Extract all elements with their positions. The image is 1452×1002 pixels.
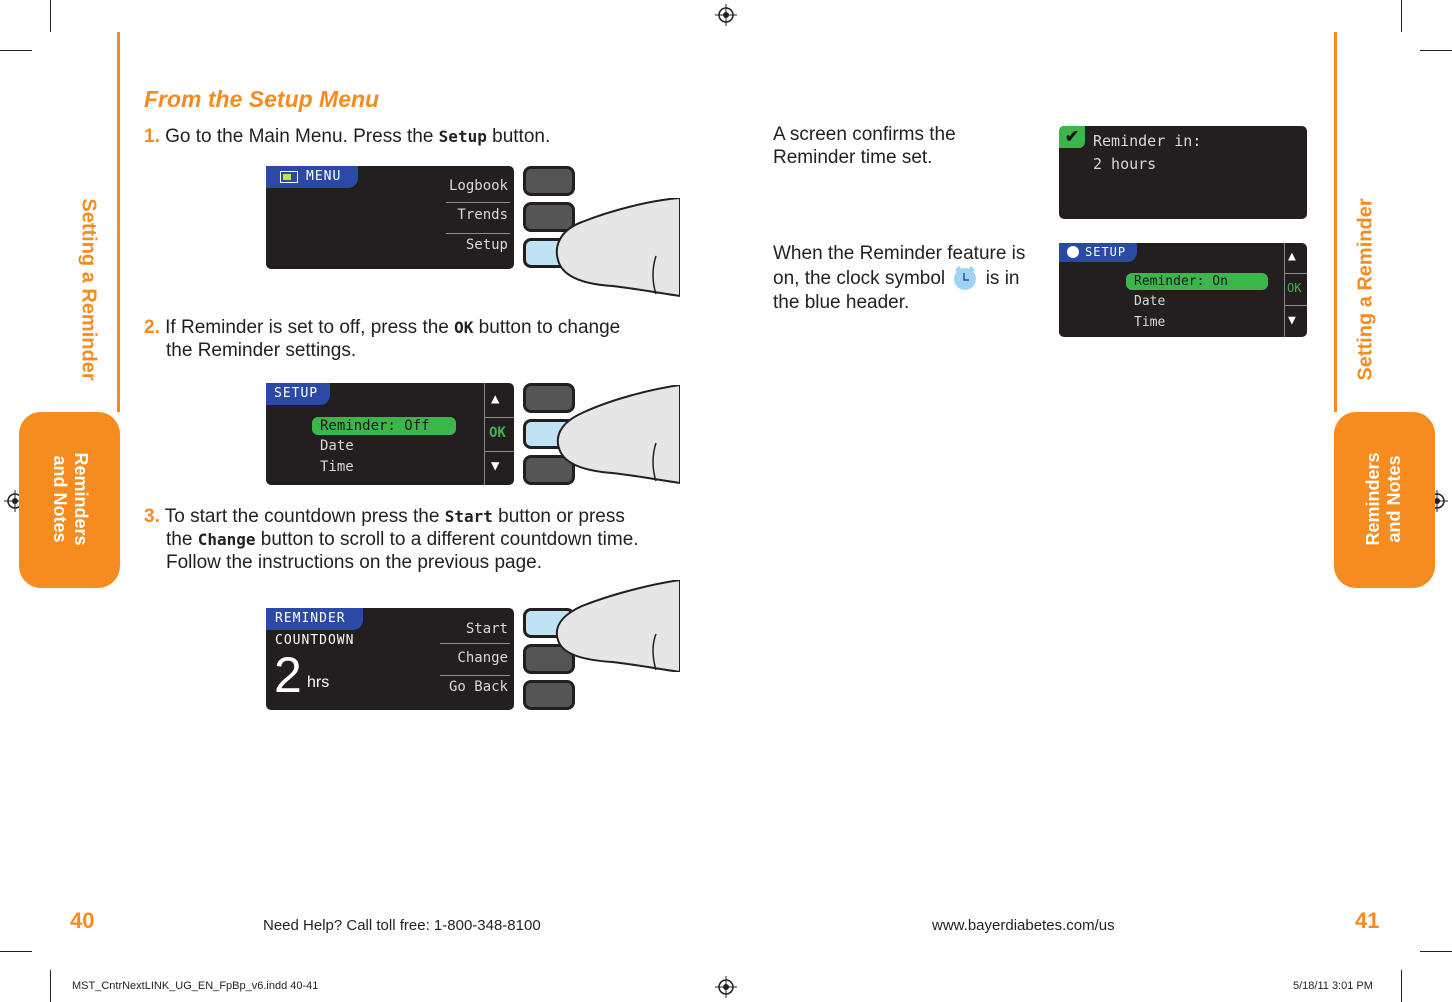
screen-header-label: REMINDER (275, 611, 346, 626)
page-number-left: 40 (70, 908, 95, 933)
side-section-label: Setting a Reminder (1354, 198, 1377, 381)
step-number: 2. (144, 317, 160, 338)
arrow-down-icon: ▼ (491, 458, 500, 474)
body-text: on, the clock symbol (773, 268, 946, 289)
battery-icon (280, 171, 298, 183)
step-text: button to change (473, 317, 621, 338)
side-section-label: Setting a Reminder (77, 198, 100, 381)
divider (1284, 273, 1307, 274)
arrow-up-icon: ▲ (1288, 249, 1296, 264)
ok-label: OK (1287, 281, 1302, 295)
divider (446, 233, 510, 234)
step-3 (144, 505, 639, 574)
side-accent-line (1334, 32, 1337, 412)
menu-item-time: Time (320, 459, 354, 475)
confirm-line-2: 2 hours (1093, 155, 1157, 173)
crop-mark (1401, 0, 1402, 32)
body-text: the blue header. (773, 292, 910, 313)
chapter-tab-label: Reminders and Notes (50, 452, 91, 546)
step-1 (144, 125, 550, 148)
ok-label: OK (489, 425, 506, 441)
screen-header-label: MENU (306, 169, 342, 184)
crop-mark (0, 951, 32, 952)
step-text: button to scroll to a different countdown time. (255, 529, 639, 550)
divider (1284, 243, 1285, 337)
menu-item-time: Time (1134, 315, 1166, 330)
chapter-tab-label: Reminders and Notes (1363, 452, 1404, 546)
body-text: When the Reminder feature is (773, 243, 1026, 264)
screen-header (266, 608, 363, 630)
countdown-label: COUNTDOWN (275, 633, 355, 648)
step-text: To start the countdown press the (164, 506, 445, 527)
confirm-line-1: Reminder in: (1093, 132, 1202, 150)
screen-header-label: SETUP (274, 386, 319, 401)
step-2 (144, 316, 620, 362)
meter-screen-confirm (1059, 126, 1307, 219)
screen-header (266, 383, 330, 405)
body-text: is in (985, 268, 1020, 289)
help-line: Need Help? Call toll free: 1-800-348-8100 (263, 917, 541, 934)
countdown-unit: hrs (307, 674, 330, 691)
checkmark-icon: ✔ (1059, 126, 1085, 148)
crop-mark (0, 50, 32, 51)
finger-icon (552, 198, 680, 298)
paragraph-confirm (773, 123, 956, 169)
clock-icon (952, 265, 978, 291)
menu-item-go-back: Go Back (448, 679, 508, 695)
clock-icon (1067, 246, 1079, 258)
section-heading: From the Setup Menu (144, 86, 380, 112)
key-label: Change (197, 530, 256, 549)
date-slug: 5/18/11 3:01 PM (1293, 980, 1373, 992)
meter-screen-setup-on (1059, 243, 1307, 337)
divider (484, 383, 485, 485)
file-slug: MST_CntrNextLINK_UG_EN_FpBp_v6.indd 40-41 (72, 980, 319, 992)
menu-item-date: Date (1134, 294, 1166, 309)
finger-icon (552, 385, 680, 485)
meter-button-top[interactable] (523, 166, 575, 196)
step-number: 1. (144, 126, 160, 147)
screen-header-label: SETUP (1085, 245, 1127, 259)
meter-button-bottom[interactable] (523, 680, 575, 710)
crop-mark (50, 970, 51, 1002)
menu-item-date: Date (320, 438, 354, 454)
step-text: the (166, 529, 198, 550)
finger-icon (552, 580, 680, 672)
step-text: Follow the instructions on the previous page. (166, 552, 542, 573)
crop-mark (1420, 50, 1452, 51)
body-text: A screen confirms the (773, 124, 956, 145)
divider (1284, 305, 1307, 306)
arrow-down-icon: ▼ (1288, 313, 1296, 328)
registration-mark-icon (715, 4, 737, 26)
key-label: Start (444, 507, 493, 526)
crop-mark (1401, 970, 1402, 1002)
body-text: Reminder time set. (773, 147, 933, 168)
arrow-up-icon: ▲ (491, 391, 500, 407)
divider (446, 202, 510, 203)
menu-item-start: Start (465, 621, 508, 637)
crop-mark (1420, 951, 1452, 952)
divider (484, 417, 514, 418)
divider (484, 451, 514, 452)
key-label: Setup (438, 127, 487, 146)
countdown-value: 2 (274, 647, 302, 703)
step-text: the Reminder settings. (166, 340, 357, 361)
meter-screen-reminder (266, 608, 514, 710)
page-number-right: 41 (1355, 908, 1380, 933)
menu-item-setup: Setup (465, 237, 508, 253)
reminder-off-highlight: Reminder: Off (312, 417, 456, 435)
reminder-on-highlight: Reminder: On (1126, 273, 1268, 290)
menu-item-trends: Trends (457, 207, 508, 223)
step-text: button. (486, 126, 551, 147)
screen-header (266, 166, 358, 188)
step-number: 3. (144, 506, 160, 527)
menu-item-change: Change (457, 650, 508, 666)
step-text: If Reminder is set to off, press the (165, 317, 455, 338)
crop-mark (50, 0, 51, 32)
website-url[interactable]: www.bayerdiabetes.com/us (932, 917, 1115, 934)
meter-screen-menu (266, 166, 514, 269)
registration-mark-icon (715, 976, 737, 998)
side-accent-line (117, 32, 120, 412)
divider (440, 675, 510, 676)
screen-header (1059, 243, 1137, 262)
menu-item-logbook: Logbook (448, 178, 508, 194)
step-text: button or press (492, 506, 625, 527)
divider (440, 643, 510, 644)
key-label: OK (454, 318, 474, 337)
step-text: Go to the Main Menu. Press the (165, 126, 439, 147)
meter-screen-setup (266, 383, 514, 485)
paragraph-clock (773, 242, 1025, 314)
